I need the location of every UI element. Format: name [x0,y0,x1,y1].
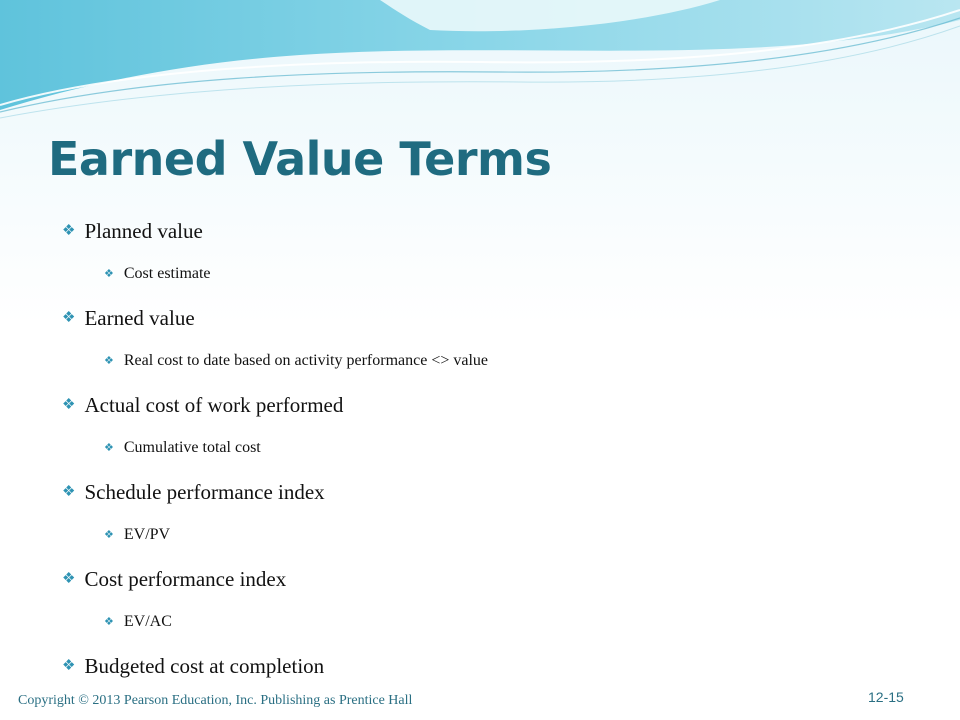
bullet-item [62,303,195,333]
diamond-bullet-icon: ❖ [104,267,114,280]
diamond-bullet-icon: ❖ [62,222,76,239]
diamond-bullet-icon: ❖ [62,657,76,674]
diamond-bullet-icon: ❖ [104,354,114,367]
sub-bullet-item [104,610,172,634]
bullet-text: Budgeted cost at completion [84,653,325,678]
bullet-text: Earned value [84,305,195,330]
diamond-bullet-icon: ❖ [62,309,76,326]
diamond-bullet-icon: ❖ [104,441,114,454]
bullet-item [62,216,203,246]
diamond-bullet-icon: ❖ [62,396,76,413]
sub-bullet-text: EV/PV [123,526,171,543]
sub-bullet-text: Cost estimate [123,265,211,282]
bullet-text: Planned value [84,218,203,243]
diamond-bullet-icon: ❖ [104,615,114,628]
bullet-item [62,477,325,507]
bullet-item [62,390,343,420]
diamond-bullet-icon: ❖ [62,483,76,500]
sub-bullet-text: EV/AC [123,613,172,630]
sub-bullet-item [104,349,488,373]
diamond-bullet-icon: ❖ [62,570,76,587]
bullet-item [62,564,286,594]
sub-bullet-item [104,523,170,547]
sub-bullet-text: Cumulative total cost [123,439,261,456]
sub-bullet-item [104,262,211,286]
page-number: 12-15 [868,689,904,705]
bullet-text: Actual cost of work performed [84,392,344,417]
bullet-text: Cost performance index [84,566,287,591]
slide-title: Earned Value Terms [48,132,552,186]
sub-bullet-item [104,436,261,460]
bullet-item [62,651,324,681]
diamond-bullet-icon: ❖ [104,528,114,541]
copyright-footer: Copyright © 2013 Pearson Education, Inc. Publishing as Prentice Hall [18,693,413,708]
sub-bullet-text: Real cost to date based on activity performance <> value [123,352,489,369]
bullet-text: Schedule performance index [84,479,325,504]
